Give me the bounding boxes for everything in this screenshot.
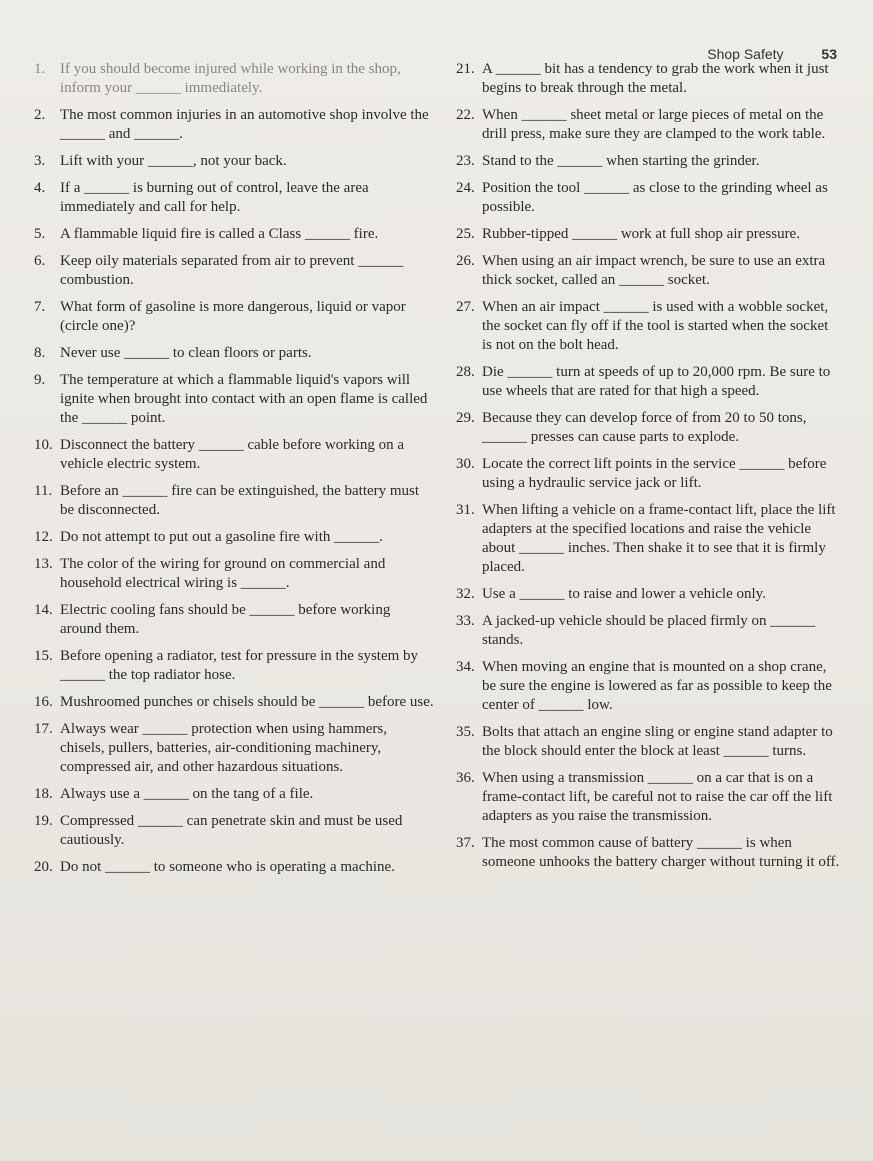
question-number: 27.	[456, 299, 475, 315]
question-text: When lifting a vehicle on a frame-contact lift, place the lift adapters at the specified locations and raise the vehicle about ______ inches. Then shake it to see that it is firmly placed.	[482, 502, 836, 575]
question-text: Never use ______ to clean floors or parts.	[60, 345, 312, 361]
question-number: 33.	[456, 613, 475, 629]
question-34	[456, 658, 840, 715]
question-number: 18.	[34, 786, 53, 802]
section-title: Shop Safety	[707, 46, 784, 62]
question-text: Before an ______ fire can be extinguished, the battery must be disconnected.	[60, 483, 420, 518]
question-24	[456, 179, 840, 217]
question-number: 7.	[34, 299, 46, 315]
question-28	[456, 363, 840, 401]
question-number: 24.	[456, 180, 475, 196]
question-number: 5.	[34, 226, 46, 242]
question-number: 23.	[456, 153, 475, 169]
question-number: 15.	[34, 648, 53, 664]
question-number: 11.	[34, 483, 53, 499]
question-text: Use a ______ to raise and lower a vehicle only.	[482, 586, 766, 602]
question-text: Bolts that attach an engine sling or engine stand adapter to the block should enter the block at least ______ turns.	[482, 724, 833, 759]
question-37	[456, 834, 840, 872]
question-2	[34, 106, 434, 144]
question-35	[456, 723, 840, 761]
question-number: 26.	[456, 253, 475, 269]
question-30	[456, 455, 840, 493]
question-number: 25.	[456, 226, 475, 242]
question-9	[34, 371, 434, 428]
question-text: When moving an engine that is mounted on a shop crane, be sure the engine is lowered as far as possible to keep the center of ______ low.	[482, 659, 832, 713]
question-number: 3.	[34, 153, 46, 169]
question-number: 13.	[34, 556, 53, 572]
question-text: When using an air impact wrench, be sure to use an extra thick socket, called an ______ socket.	[482, 253, 826, 288]
question-8	[34, 344, 434, 363]
question-text: When an air impact ______ is used with a wobble socket, the socket can fly off if the tool is started when the socket is not on the bolt head.	[482, 299, 829, 353]
question-13	[34, 555, 434, 593]
question-text: Position the tool ______ as close to the grinding wheel as possible.	[482, 180, 828, 215]
question-36	[456, 769, 840, 826]
question-3	[34, 152, 434, 171]
question-text: If you should become injured while working in the shop, inform your ______ immediately.	[60, 61, 401, 96]
question-number: 35.	[456, 724, 475, 740]
left-column	[34, 60, 434, 885]
question-text: A ______ bit has a tendency to grab the work when it just begins to break through the metal.	[482, 61, 829, 96]
question-number: 21.	[456, 61, 475, 77]
question-4	[34, 179, 434, 217]
question-number: 9.	[34, 372, 46, 388]
question-text: When using a transmission ______ on a car that is on a frame-contact lift, be careful not to raise the car off the lift adapters as you raise the transmission.	[482, 770, 833, 824]
right-column	[456, 60, 840, 880]
question-number: 31.	[456, 502, 475, 518]
question-32	[456, 585, 840, 604]
question-6	[34, 252, 434, 290]
question-text: The most common cause of battery ______ is when someone unhooks the battery charger without turning it off.	[482, 835, 840, 870]
question-number: 12.	[34, 529, 53, 545]
question-number: 22.	[456, 107, 475, 123]
question-15	[34, 647, 434, 685]
question-text: Mushroomed punches or chisels should be ______ before use.	[60, 694, 434, 710]
question-number: 8.	[34, 345, 46, 361]
question-text: What form of gasoline is more dangerous, liquid or vapor (circle one)?	[60, 299, 406, 334]
question-12	[34, 528, 434, 547]
question-number: 32.	[456, 586, 475, 602]
question-number: 6.	[34, 253, 46, 269]
question-20	[34, 858, 434, 877]
question-21	[456, 60, 840, 98]
question-number: 4.	[34, 180, 46, 196]
question-text: When ______ sheet metal or large pieces of metal on the drill press, make sure they are clamped to the work table.	[482, 107, 826, 142]
question-1	[34, 60, 434, 98]
question-31	[456, 501, 840, 577]
question-5	[34, 225, 434, 244]
question-text: Die ______ turn at speeds of up to 20,000 rpm. Be sure to use wheels that are rated for that high a speed.	[482, 364, 831, 399]
question-text: A flammable liquid fire is called a Class ______ fire.	[60, 226, 379, 242]
question-number: 17.	[34, 721, 53, 737]
question-14	[34, 601, 434, 639]
question-number: 34.	[456, 659, 475, 675]
question-23	[456, 152, 840, 171]
question-11	[34, 482, 434, 520]
question-text: Do not attempt to put out a gasoline fire with ______.	[60, 529, 383, 545]
question-number: 29.	[456, 410, 475, 426]
question-10	[34, 436, 434, 474]
question-text: Keep oily materials separated from air to prevent ______ combustion.	[60, 253, 404, 288]
question-26	[456, 252, 840, 290]
question-33	[456, 612, 840, 650]
question-text: If a ______ is burning out of control, leave the area immediately and call for help.	[60, 180, 369, 215]
question-number: 1.	[34, 61, 46, 77]
question-18	[34, 785, 434, 804]
question-text: Compressed ______ can penetrate skin and must be used cautiously.	[60, 813, 403, 848]
question-29	[456, 409, 840, 447]
question-text: Stand to the ______ when starting the grinder.	[482, 153, 760, 169]
question-number: 2.	[34, 107, 46, 123]
question-17	[34, 720, 434, 777]
question-text: Locate the correct lift points in the service ______ before using a hydraulic service jack or lift.	[482, 456, 827, 491]
question-number: 30.	[456, 456, 475, 472]
question-number: 37.	[456, 835, 475, 851]
question-number: 36.	[456, 770, 475, 786]
question-text: Before opening a radiator, test for pressure in the system by ______ the top radiator hose.	[60, 648, 419, 683]
question-text: The temperature at which a flammable liquid's vapors will ignite when brought into contact with an open flame is called the ______ point.	[60, 372, 428, 426]
question-number: 20.	[34, 859, 53, 875]
question-16	[34, 693, 434, 712]
question-22	[456, 106, 840, 144]
question-7	[34, 298, 434, 336]
question-text: Disconnect the battery ______ cable before working on a vehicle electric system.	[60, 437, 405, 472]
page-number: 53	[821, 46, 837, 62]
question-27	[456, 298, 840, 355]
question-number: 28.	[456, 364, 475, 380]
question-19	[34, 812, 434, 850]
question-text: Lift with your ______, not your back.	[60, 153, 287, 169]
question-text: Always wear ______ protection when using hammers, chisels, pullers, batteries, air-conditioning machinery, compressed air, and other hazardous situations.	[60, 721, 388, 775]
question-text: Do not ______ to someone who is operating a machine.	[60, 859, 395, 875]
question-number: 16.	[34, 694, 53, 710]
question-number: 14.	[34, 602, 53, 618]
question-text: Rubber-tipped ______ work at full shop air pressure.	[482, 226, 800, 242]
question-number: 10.	[34, 437, 53, 453]
question-text: A jacked-up vehicle should be placed firmly on ______ stands.	[482, 613, 816, 648]
question-text: The most common injuries in an automotive shop involve the ______ and ______.	[60, 107, 429, 142]
question-text: Because they can develop force of from 20 to 50 tons, ______ presses can cause parts to explode.	[482, 410, 807, 445]
question-number: 19.	[34, 813, 53, 829]
question-text: Always use a ______ on the tang of a file.	[60, 786, 314, 802]
question-25	[456, 225, 840, 244]
question-text: The color of the wiring for ground on commercial and household electrical wiring is ______.	[60, 556, 386, 591]
question-text: Electric cooling fans should be ______ before working around them.	[60, 602, 391, 637]
